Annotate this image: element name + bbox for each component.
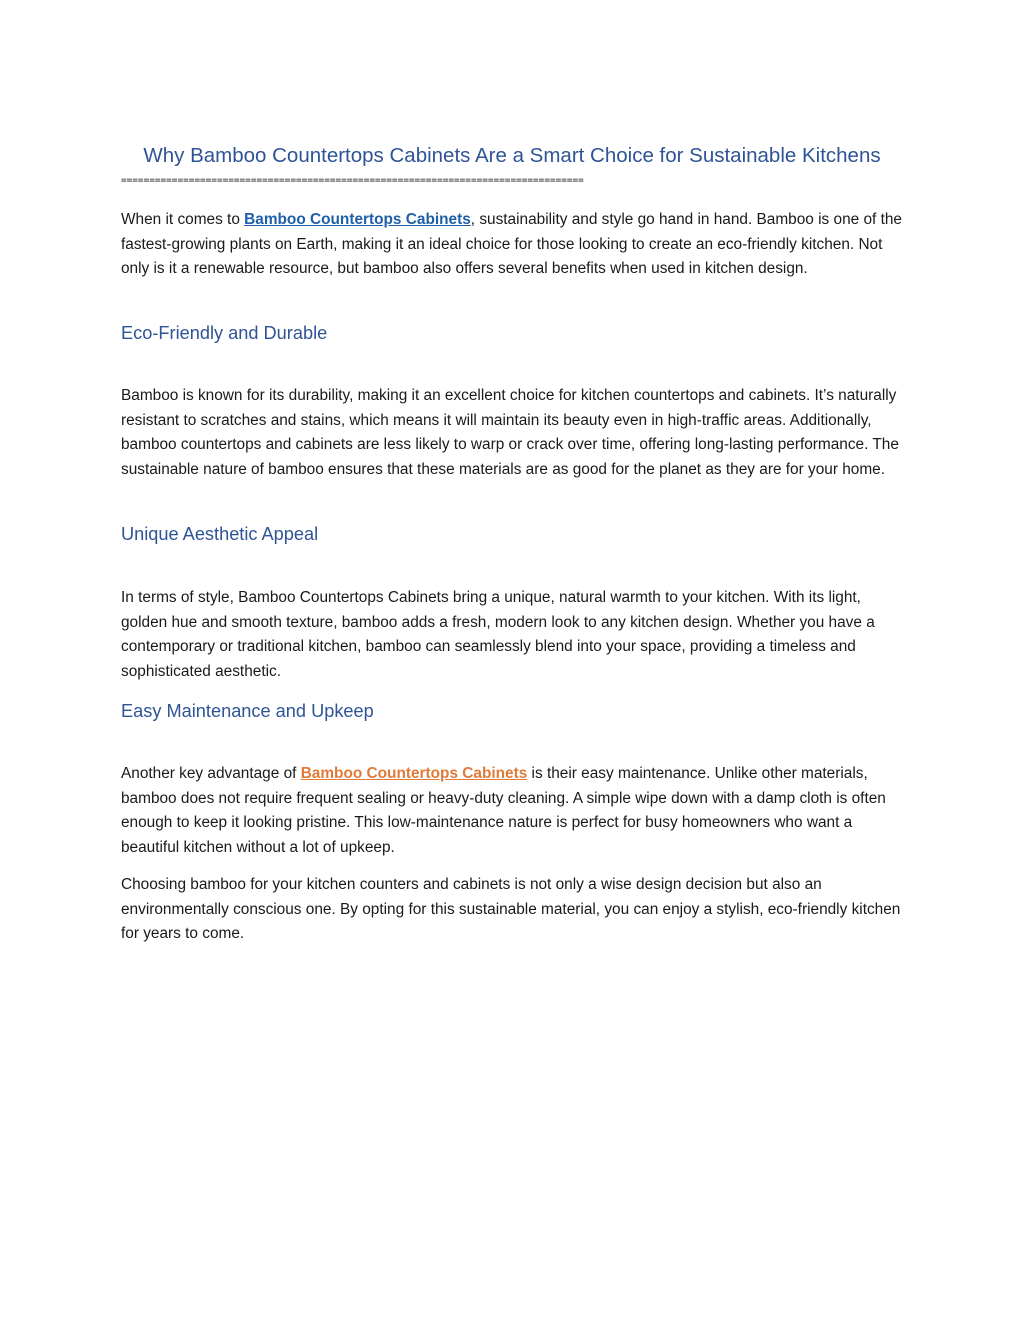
maintenance-text-end: is their easy maintenance. Unlike other materials, bamboo does not require frequent sealing or heavy-duty cleaning. A simple wipe down with a damp cloth is often enough to keep it looking pristine. This low-maintenance nature is perfect for busy homeowners who want a beautiful kitchen without a lot of upkeep.	[121, 765, 886, 856]
bamboo-cabinets-link-maintenance[interactable]: Bamboo Countertops Cabinets	[300, 765, 528, 782]
document-title: Why Bamboo Countertops Cabinets Are a Smart Choice for Sustainable Kitchens	[143, 144, 881, 167]
maintenance-text-start: Another key advantage of	[121, 765, 301, 782]
unique-aesthetic-paragraph: In terms of style, Bamboo Countertops Cabinets bring a unique, natural warmth to your kitchen. With its light, golden hue and smooth texture, bamboo adds a fresh, modern look to any kitchen design. Whether you have a contemporary or traditional kitchen, bamboo can seamlessly blend into your space, providing a timeless and sophisticated aesthetic.	[121, 589, 875, 680]
eco-friendly-paragraph: Bamboo is known for its durability, making it an excellent choice for kitchen countertops and cabinets. It’s naturally resistant to scratches and stains, which means it will maintain its beauty even in high-traffic areas. Additionally, bamboo countertops and cabinets are less likely to warp or crack over time, offering long-lasting performance. The sustainable nature of bamboo ensures that these materials are as good for the planet as they are for your home.	[121, 387, 899, 478]
intro-text-end: , sustainability and style go hand in hand. Bamboo is one of the fastest-growing plants on Earth, making it an ideal choice for those looking to create an eco-friendly kitchen. Not only is it a renewable resource, but bamboo also offers several benefits when used in kitchen design.	[121, 211, 902, 278]
intro-text-start: When it comes to	[121, 211, 245, 228]
closing-paragraph: Choosing bamboo for your kitchen counters and cabinets is not only a wise design decision but also an environmentally conscious one. By opting for this sustainable material, you can enjoy a stylish, eco-friendly kitchen for years to come.	[121, 876, 901, 943]
heading-easy-maintenance: Easy Maintenance and Upkeep	[121, 701, 374, 721]
bamboo-cabinets-link-intro[interactable]: Bamboo Countertops Cabinets	[244, 211, 471, 228]
intro-paragraph	[121, 208, 903, 282]
heading-eco-friendly: Eco-Friendly and Durable	[121, 323, 328, 343]
title-separator-rule: ==================================================================================	[121, 175, 584, 186]
heading-unique-aesthetic: Unique Aesthetic Appeal	[121, 524, 319, 544]
easy-maintenance-paragraph	[121, 762, 903, 860]
